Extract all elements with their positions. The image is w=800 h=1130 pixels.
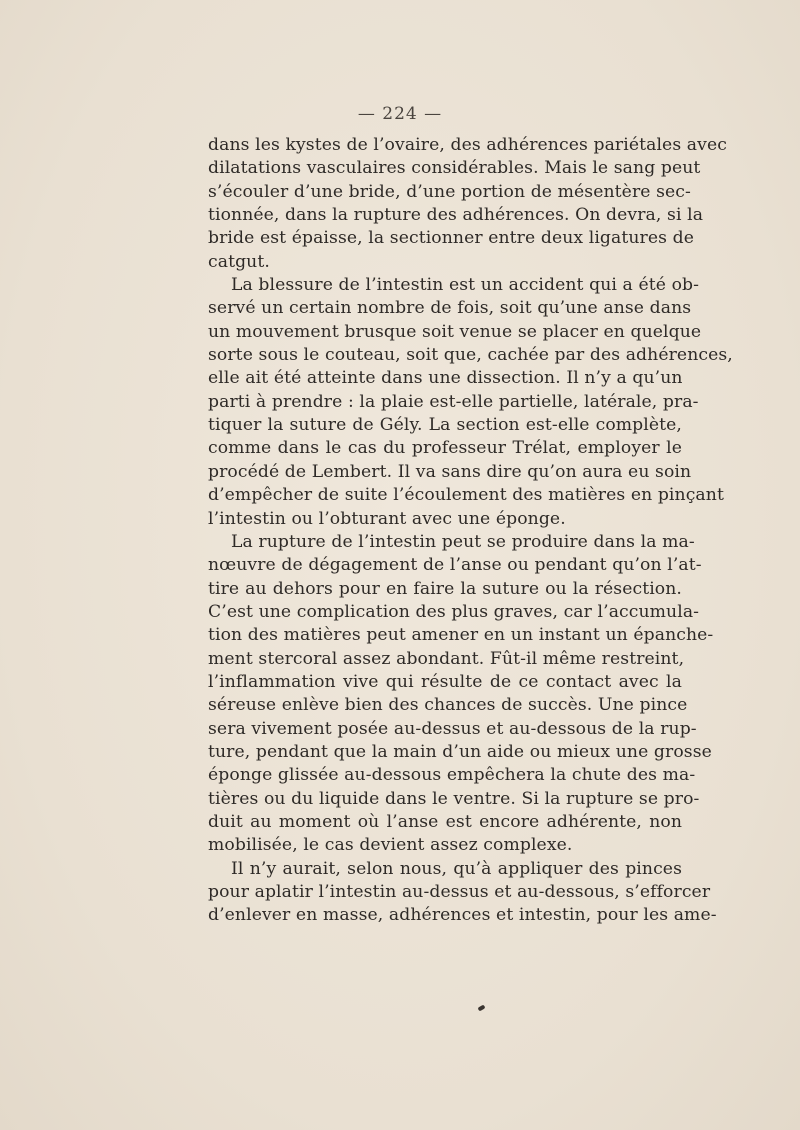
text-line: servé un certain nombre de fois, soit qu’une anse dans	[208, 298, 692, 319]
text-line: C’est une complication des plus graves, car l’accumula-	[208, 601, 700, 622]
ink-speck	[477, 1005, 485, 1012]
text-line: tiquer la suture de Gély. La section est-elle complète,	[208, 415, 682, 436]
page-number: — 224 —	[357, 104, 443, 124]
text-line: un mouvement brusque soit venue se placer en quelque	[208, 321, 702, 342]
text-line: d’empêcher de suite l’écoulement des matières en pinçant	[208, 485, 724, 506]
body-text	[208, 134, 733, 928]
text-line: La rupture de l’intestin peut se produire dans la ma-	[231, 531, 695, 552]
text-line: s’écouler d’une bride, d’une portion de mésentère sec-	[208, 181, 691, 202]
text-line: dans les kystes de l’ovaire, des adhérences pariétales avec	[208, 135, 727, 155]
text-line: Il n’y aurait, selon nous, qu’à appliquer des pinces	[231, 858, 682, 879]
text-line: pour aplatir l’intestin au-dessus et au-dessous, s’efforcer	[208, 882, 711, 902]
text-line: tionnée, dans la rupture des adhérences. On devra, si la	[208, 205, 704, 226]
text-line: catgut.	[208, 251, 270, 272]
text-line: tion des matières peut amener en un instant un épanche-	[208, 625, 714, 646]
text-line: éponge glissée au-dessous empêchera la chute des ma-	[208, 765, 696, 786]
text-line: tières ou du liquide dans le ventre. Si la rupture se pro-	[208, 788, 700, 809]
text-line: l’inflammation vive qui résulte de ce contact avec la	[208, 671, 682, 692]
text-line: sera vivement posée au-dessus et au-dessous de la rup-	[208, 718, 697, 739]
text-line: nœuvre de dégagement de l’anse ou pendant qu’on l’at-	[208, 555, 702, 576]
text-line: mobilisée, le cas devient assez complexe.	[208, 835, 573, 856]
text-line: elle ait été atteinte dans une dissection. Il n’y a qu’un	[208, 368, 683, 389]
text-line: duit au moment où l’anse est encore adhérente, non	[208, 811, 682, 832]
text-line: ture, pendant que la main d’un aide ou mieux une grosse	[208, 741, 712, 762]
text-line: parti à prendre : la plaie est-elle partielle, latérale, pra-	[208, 391, 699, 412]
text-line: dilatations vasculaires considérables. Mais le sang peut	[208, 158, 701, 179]
text-line: ment stercoral assez abondant. Fût-il même restreint,	[208, 648, 685, 669]
text-line: l’intestin ou l’obturant avec une éponge.	[208, 508, 566, 529]
text-line: séreuse enlève bien des chances de succès. Une pince	[208, 695, 688, 716]
text-line: sorte sous le couteau, soit que, cachée par des adhérences,	[208, 345, 733, 366]
text-line: comme dans le cas du professeur Trélat, employer le	[208, 438, 682, 459]
text-line: La blessure de l’intestin est un accident qui a été ob-	[231, 275, 700, 296]
text-line: procédé de Lembert. Il va sans dire qu’on aura eu soin	[208, 461, 692, 482]
text-line: bride est épaisse, la sectionner entre deux ligatures de	[208, 228, 695, 249]
text-line: d’enlever en masse, adhérences et intestin, pour les ame-	[208, 905, 717, 926]
text-line: tire au dehors pour en faire la suture ou la résection.	[208, 578, 682, 599]
